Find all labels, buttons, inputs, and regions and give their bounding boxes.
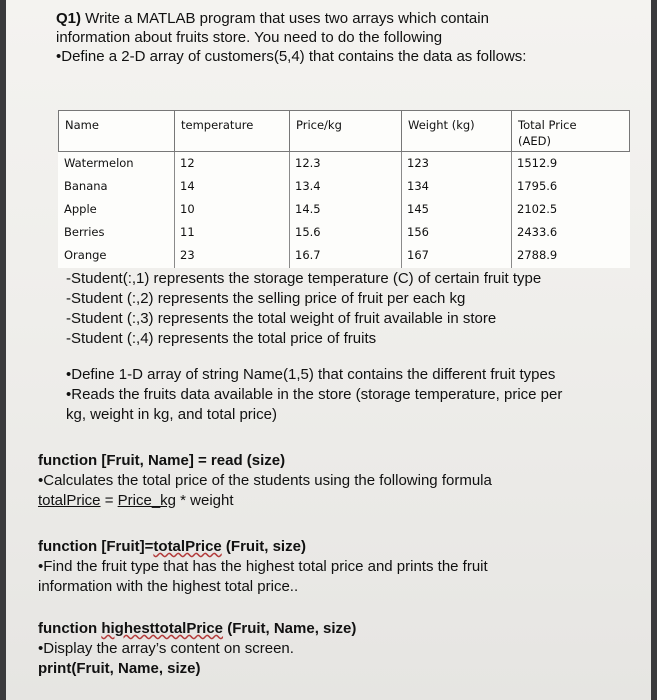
cell-weight: 134 [407, 179, 429, 193]
cell-total: 2102.5 [517, 202, 558, 216]
question-line-3: •Define a 2-D array of customers(5,4) that contains the data as follows: [56, 48, 527, 65]
document-page [6, 0, 651, 700]
cell-total: 1512.9 [517, 156, 558, 170]
cell-name: Watermelon [64, 156, 134, 170]
cell-temperature: 14 [180, 179, 195, 193]
find-line-1: •Find the fruit type that has the highest total price and prints the fruit [38, 558, 488, 575]
function-read: function [Fruit, Name] = read (size) [38, 452, 286, 469]
header-total-price [511, 110, 630, 152]
cell-price: 13.4 [295, 179, 321, 193]
cell-temperature: 10 [180, 202, 195, 216]
table-row [58, 244, 630, 267]
formula-line [38, 492, 234, 510]
table-row [58, 152, 630, 175]
function-total-price [38, 538, 306, 556]
header-total-line-2: (AED) [518, 134, 551, 148]
cell-temperature: 11 [180, 225, 195, 239]
cell-weight: 167 [407, 248, 429, 262]
reads-line-2: kg, weight in kg, and total price) [66, 406, 277, 423]
header-name: Name [58, 110, 174, 152]
cell-temperature: 12 [180, 156, 195, 170]
header-price: Price/kg [289, 110, 401, 152]
cell-price: 12.3 [295, 156, 321, 170]
fruit-table [58, 110, 630, 268]
function-total-prefix: function [Fruit]= [38, 538, 154, 555]
student-note: -Student (:,4) represents the total price of fruits [66, 330, 377, 347]
question-text: Write a MATLAB program that uses two arrays which contain [81, 10, 489, 27]
question-line-1 [56, 10, 489, 28]
formula-total-price: totalPrice [38, 492, 101, 509]
question-number: Q1) [56, 10, 82, 27]
find-line-2: information with the highest total price.. [38, 578, 299, 595]
student-note: -Student (:,3) represents the total weight of fruit available in store [66, 310, 497, 327]
formula-price-kg: Price_kg [117, 492, 176, 509]
function-total-args: (Fruit, size) [221, 538, 306, 555]
cell-weight: 123 [407, 156, 429, 170]
function-highest-args: (Fruit, Name, size) [223, 620, 357, 637]
function-total-name: totalPrice [153, 538, 222, 555]
header-total-line-1: Total Price [518, 118, 577, 132]
cell-weight: 145 [407, 202, 429, 216]
cell-price: 16.7 [295, 248, 321, 262]
table-row [58, 175, 630, 198]
cell-total: 2433.6 [517, 225, 558, 239]
define-1d-line: •Define 1-D array of string Name(1,5) that contains the different fruit types [66, 366, 556, 383]
question-line-2: information about fruits store. You need to do the following [56, 29, 443, 46]
header-temperature: temperature [174, 110, 289, 152]
header-weight: Weight (kg) [401, 110, 511, 152]
cell-weight: 156 [407, 225, 429, 239]
cell-price: 14.5 [295, 202, 321, 216]
reads-line-1: •Reads the fruits data available in the store (storage temperature, price per [66, 386, 563, 403]
cell-total: 2788.9 [517, 248, 558, 262]
print-line: print(Fruit, Name, size) [38, 660, 201, 677]
display-line: •Display the array’s content on screen. [38, 640, 294, 657]
table-row [58, 198, 630, 221]
function-highest [38, 620, 356, 638]
formula-equals: = [100, 492, 118, 509]
cell-temperature: 23 [180, 248, 195, 262]
function-highest-name: highesttotalPrice [101, 620, 224, 637]
cell-name: Apple [64, 202, 97, 216]
cell-name: Banana [64, 179, 108, 193]
cell-name: Berries [64, 225, 105, 239]
table-row [58, 221, 630, 244]
cell-price: 15.6 [295, 225, 321, 239]
function-highest-prefix: function [38, 620, 102, 637]
student-note: -Student (:,2) represents the selling price of fruit per each kg [66, 290, 466, 307]
calculates-line: •Calculates the total price of the students using the following formula [38, 472, 492, 489]
student-note: -Student(:,1) represents the storage temperature (C) of certain fruit type [66, 270, 542, 287]
cell-name: Orange [64, 248, 107, 262]
formula-weight: * weight [176, 492, 234, 509]
cell-total: 1795.6 [517, 179, 558, 193]
